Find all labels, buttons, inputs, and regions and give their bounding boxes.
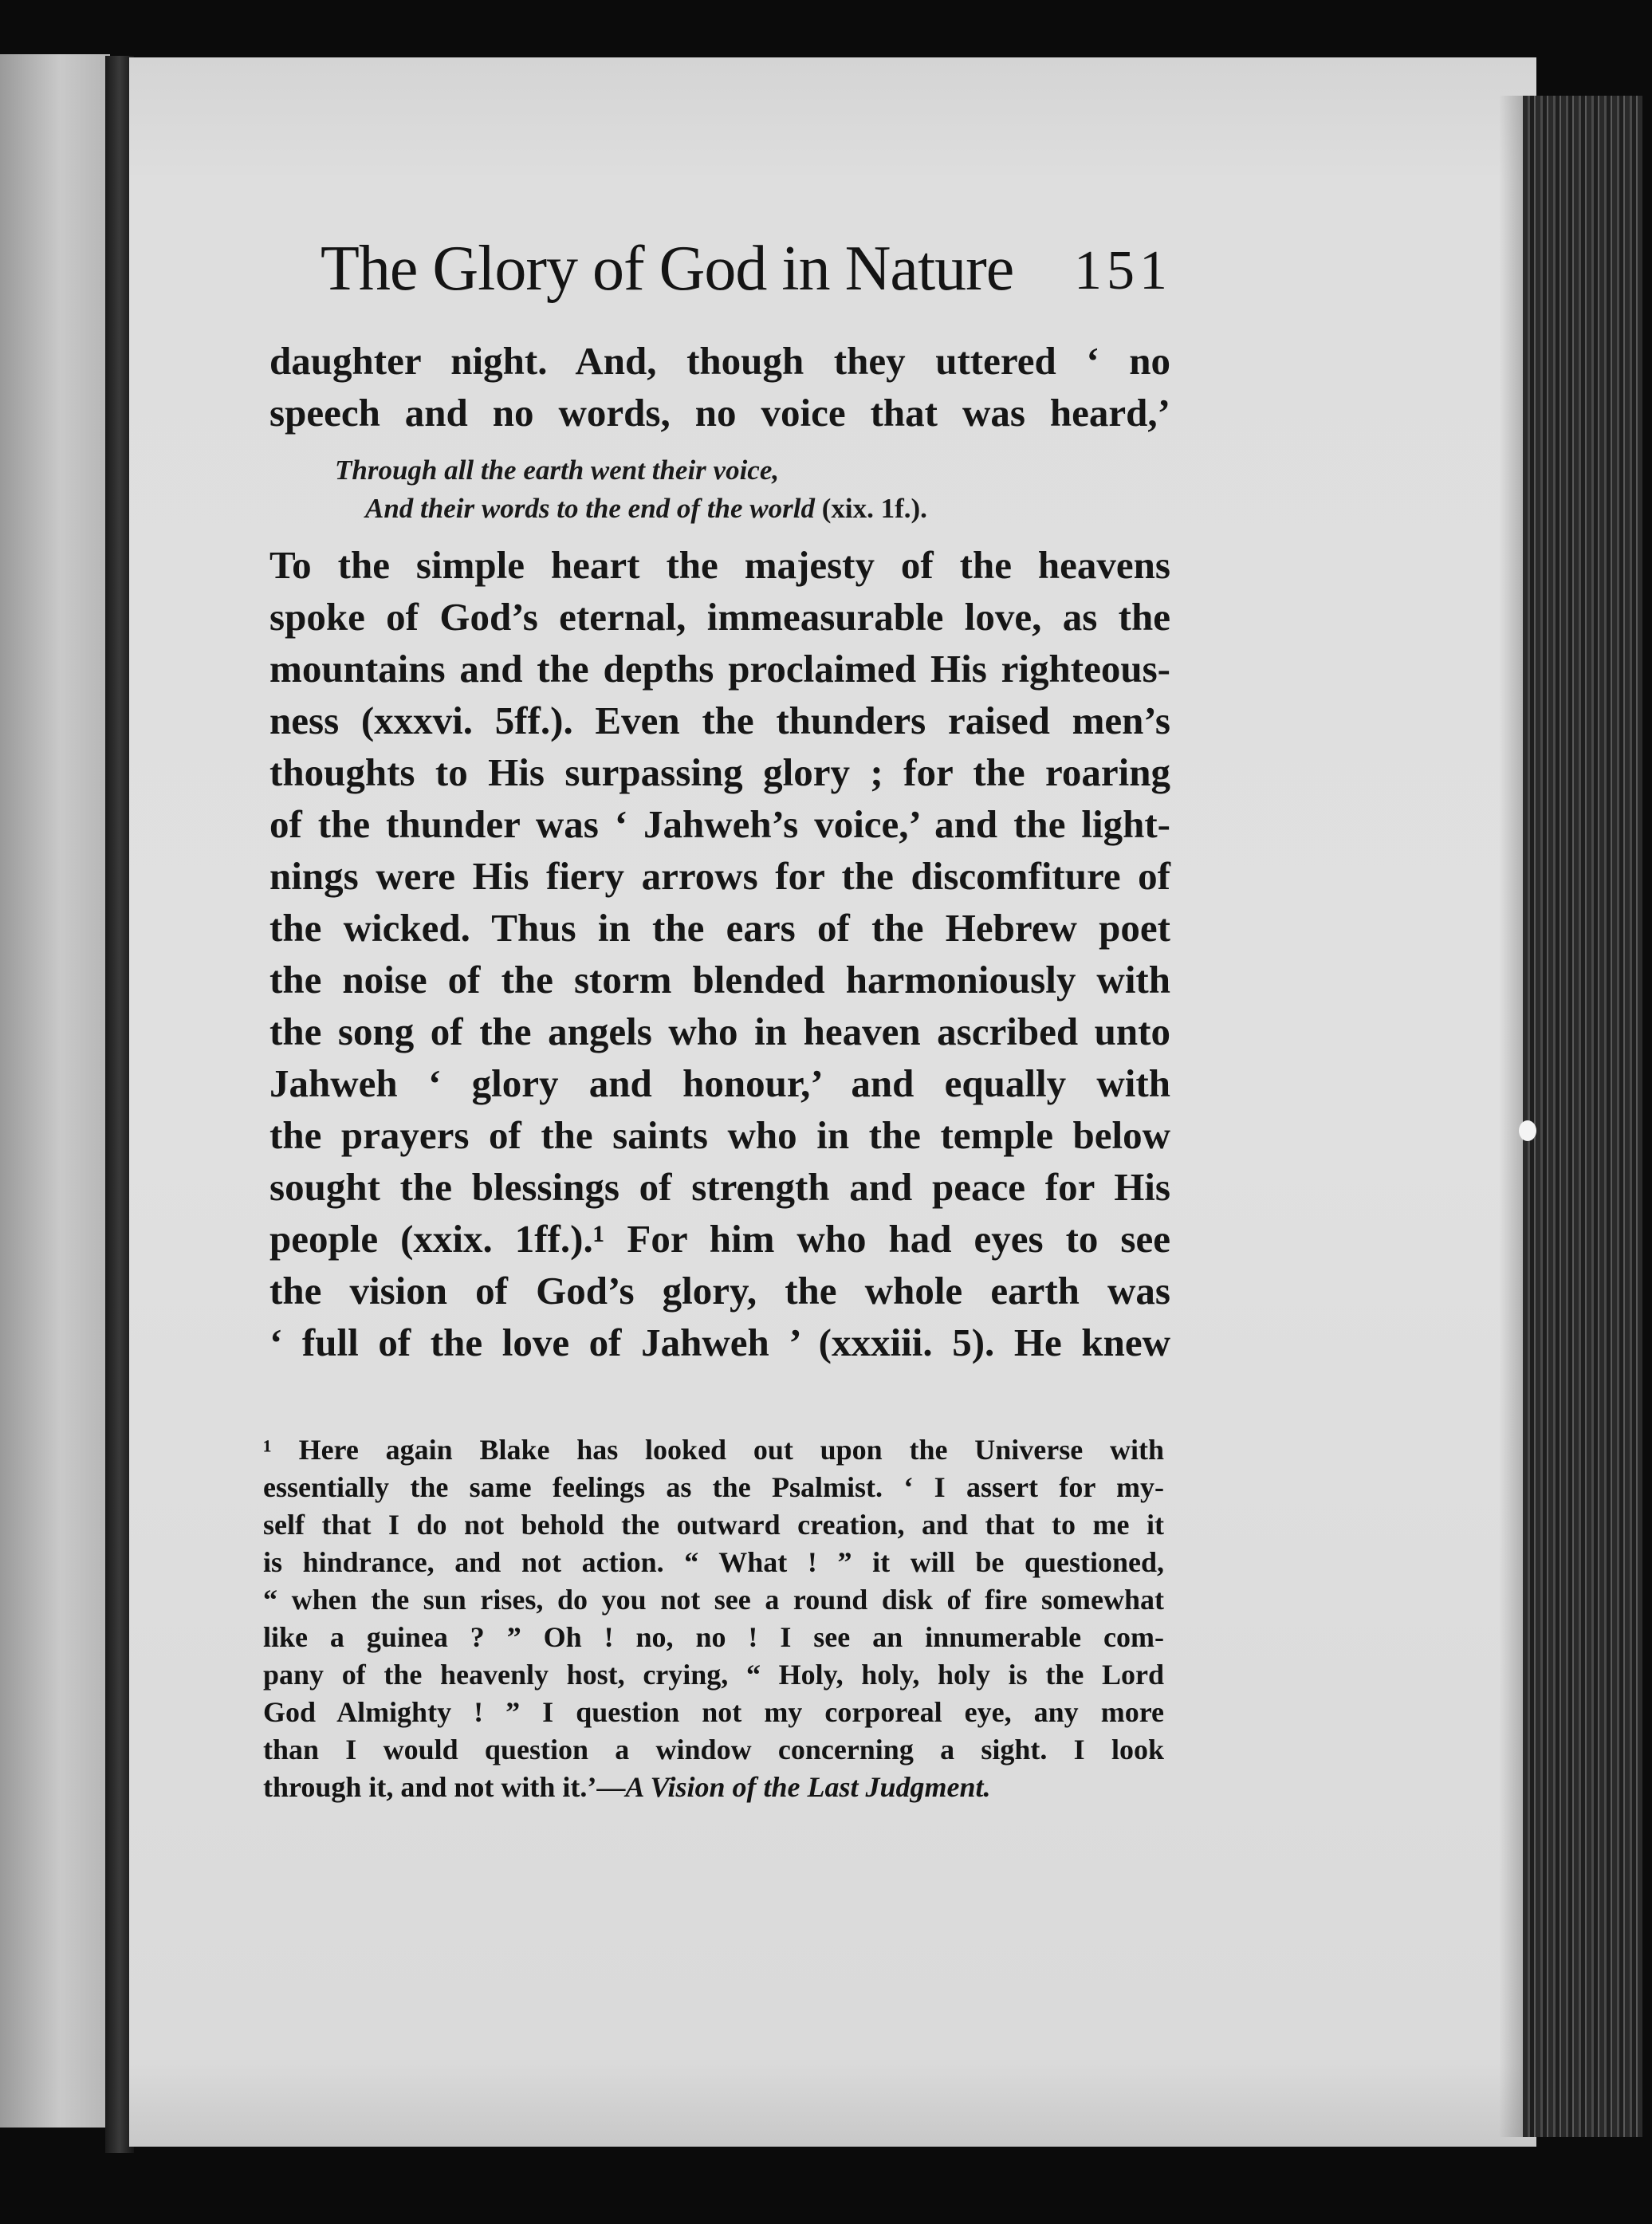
footnote-line: [263, 1769, 1164, 1806]
text-line: sought the blessings of strength and peace for His: [269, 1165, 1170, 1209]
text-line: mountains and the depths proclaimed His righteous-: [269, 647, 1170, 691]
text-line: spoke of God’s eternal, immeasurable love, as the: [269, 595, 1170, 639]
body-text-top: [269, 335, 1170, 439]
facing-page-edge: [0, 54, 110, 2128]
footnote-line: like a guinea ? ” Oh ! no, no ! I see an innumerable com-: [263, 1621, 1164, 1653]
text-line: the noise of the storm blended harmoniously with: [269, 958, 1170, 1002]
quote-line: Through all the earth went their voice,: [335, 455, 780, 486]
text-line: people (xxix. 1ff.).¹ For him who had eyes to see: [269, 1217, 1170, 1261]
footnote-line: is hindrance, and not action. “ What ! ” it will be questioned,: [263, 1546, 1164, 1578]
running-title: The Glory of God in Nature: [321, 234, 1014, 304]
quote-reference: (xix. 1f.).: [814, 493, 927, 524]
text-line: speech and no words, no voice that was heard,’: [269, 391, 1170, 435]
paper-speck: [1519, 1120, 1536, 1141]
footnote-line: God Almighty ! ” I question not my corporeal eye, any more: [263, 1696, 1164, 1728]
footnote-line: essentially the same feelings as the Psalmist. ‘ I assert for my-: [263, 1471, 1164, 1503]
text-line: the prayers of the saints who in the temple below: [269, 1113, 1170, 1157]
text-line: ness (xxxvi. 5ff.). Even the thunders raised men’s: [269, 699, 1170, 742]
footnote-line: self that I do not behold the outward creation, and that to me it: [263, 1509, 1164, 1541]
footnote-line: ¹ Here again Blake has looked out upon the Universe with: [263, 1434, 1164, 1466]
text-line: thoughts to His surpassing glory ; for the roaring: [269, 750, 1170, 794]
footnote-line-text: through it, and not with it.’—: [263, 1771, 626, 1803]
body-text-main: [269, 539, 1170, 1368]
quote-line: [335, 490, 1132, 528]
text-line: of the thunder was ‘ Jahweh’s voice,’ and the light-: [269, 802, 1170, 846]
footnote: [263, 1431, 1164, 1806]
text-line: the wicked. Thus in the ears of the Hebrew poet: [269, 906, 1170, 950]
text-line: the vision of God’s glory, the whole earth was: [269, 1269, 1170, 1313]
quote-line-text: And their words to the end of the world: [365, 493, 815, 524]
footnote-line: than I would question a window concerning a sight. I look: [263, 1734, 1164, 1765]
text-line: To the simple heart the majesty of the heavens: [269, 543, 1170, 587]
text-line: ‘ full of the love of Jahweh ’ (xxxiii. 5). He knew: [269, 1321, 1170, 1364]
text-line: Jahweh ‘ glory and honour,’ and equally with: [269, 1061, 1170, 1105]
psalm-quotation: [335, 451, 1132, 528]
running-header: [321, 233, 1172, 321]
page-block-edge: [1523, 96, 1642, 2137]
text-line: daughter night. And, though they uttered ‘ no: [269, 339, 1170, 383]
footnote-line: pany of the heavenly host, crying, “ Holy, holy, holy is the Lord: [263, 1659, 1164, 1691]
text-line: the song of the angels who in heaven ascribed unto: [269, 1010, 1170, 1053]
footnote-line: “ when the sun rises, do you not see a round disk of fire somewhat: [263, 1584, 1164, 1616]
page-number: 151: [1074, 240, 1172, 301]
text-line: nings were His fiery arrows for the discomfiture of: [269, 854, 1170, 898]
footnote-citation: A Vision of the Last Judgment.: [625, 1771, 991, 1803]
